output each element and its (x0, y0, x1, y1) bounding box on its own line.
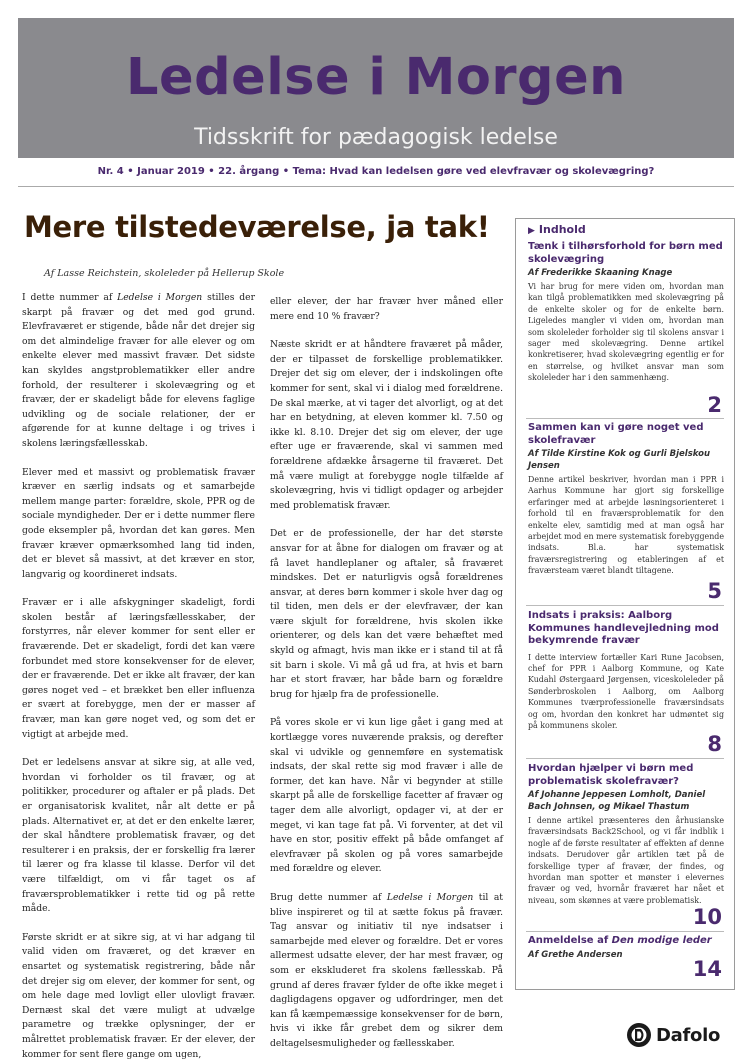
toc-divider (526, 418, 724, 419)
journal-subtitle: Tidsskrift for pædagogisk ledelse (194, 125, 558, 150)
publisher-logo (626, 1022, 720, 1048)
paragraph: Elever med et massivt og problematisk fravær kræver en særlig indsats og et samarbejde mellem mange parter: forældre, skole, PPR og de sociale myndigheder. Der er i dette nummer flere gode eksempler på, hvordan det kan gøres. Men fravær kræver opmærksomhed lang tid inden, det er blevet så massivt, at det kræver en stor, langvarig og koordineret indsats. (22, 466, 255, 580)
toc-item-author: Af Tilde Kirstine Kok og Gurli Bjelskou Jensen (528, 449, 711, 471)
toc-divider (526, 605, 724, 606)
toc-item-title: Tænk i tilhørsforhold for børn med skolevægring (528, 241, 723, 265)
toc-page-number: 2 (707, 393, 722, 417)
toc-item[interactable] (528, 422, 724, 577)
toc-page-number: 8 (707, 732, 722, 756)
toc-heading (516, 219, 734, 241)
toc-item-title-book: Den modige leder (611, 935, 712, 946)
toc-item[interactable] (528, 241, 724, 384)
toc-item-title: Hvordan hjælper vi børn med problematisk skolefravær? (528, 763, 694, 787)
toc-heading-label: Indhold (538, 223, 586, 236)
toc-item-description: I denne artikel præsenteres den århusianske fraværsindsats Back2School, og vi får indblik i nogle af de første resultater af effekten af denne indsats. Derudover går artiklen tæt på de forskellige typer af fravær, der findes, og hvordan man spotter et mønster i elevernes fravær og ved, hvornår fraværet har nået et niveau, som skønnes at være problematisk. (528, 816, 724, 905)
paragraph: På vores skole er vi kun lige gået i gang med at kortlægge vores nuværende praksis, og derefter skal vi udvikle og gennemføre en systematisk indsats, der skal rette sig mod fravær i alle de former, det kan have. Når vi begynder at stille skarpt på alle de forskellige facetter af fravær og tager dem alle alvorligt, opdager vi, at der er meget, vi kan tage fat på. Vi forventer, at det vil have en stor, positiv effekt på både omfanget af elevfravær på skolen og på vores samarbejde med forældre og elever. (270, 717, 503, 875)
paragraph: Første skridt er at sikre sig, at vi har adgang til valid viden om fraværet, og det kræver en ensartet og systematisk registrering, både når det drejer sig om elever, der kommer for sent, og om hele dage med lovligt eller ulovligt fravær. Dernæst skal det være muligt at udvælge parametre og trække oplysninger, der er målrettet problematisk fravær. Er der elever, der kommer for sent flere gange om ugen, (22, 931, 255, 1060)
paragraph: I dette nummer af Ledelse i Morgen stilles der skarpt på fravær og det med god grund. Elevfraværet er stigende, både når det drejer sig om det almindelige fravær for alle elever og om enkelte elever med massivt fravær. Det sidste kan skyldes angstproblematikker eller andre forhold, der resulterer i skolevægring og et fravær, der er skadeligt både for elevens faglige udvikling og de sociale relationer, der er afgørende for at kunne deltage i og trives i skolens læringsfællesskab. (22, 292, 255, 449)
paragraph: Fravær er i alle afskygninger skadeligt, fordi skolen består af læringsfællesskaber, der forstyrres, når elever kommer for sent eller er fraværende. Det er skadeligt, fordi det kan være forbundet med store konsekvenser for de elever, der er fraværende. Det er ikke alt fravær, der kan gøres noget ved – et brækket ben eller influenza er svært at forebygge, men der er masser af fravær, man kan gøre noget ved, og som det er vigtigt at arbejde med. (22, 597, 255, 740)
article-column-middle (270, 295, 503, 1049)
paragraph: eller elever, der har fravær hver måned eller mere end 10 % fravær? (270, 296, 503, 322)
toc-item-description: Vi har brug for mere viden om, hvordan man kan tilgå problematikken med skolevægring på de enkelte skoler og for de enkelte børn. Ligeledes mangler vi viden om, hvordan man som skoleleder forholder sig til skolens ansvar i sager med skolevægring. Denne artikel konkretiserer, hvad skolevægring egentlig er for en størrelse, og hvilket ansvar man som skoleleder har i den sammenhæng. (528, 282, 724, 383)
paragraph: Det er ledelsens ansvar at sikre sig, at alle ved, hvordan vi forholder os til fravær, og at politikker, procedurer og aftaler er på plads. Det er organisatorisk kvalitet, når alt dette er på plads. Alternativet er, at det er den enkelte lærer, der skal håndtere problematisk fravær, og det resulterer i en praksis, der er forskellig fra lærer til lærer og fra klasse til klasse. Derfor vil det være tilfældigt, om vi får taget os af fraværsproblematikker i rette tid og på rette måde. (22, 757, 255, 915)
toc-divider (526, 931, 724, 932)
issue-line: Nr. 4 • Januar 2019 • 22. årgang • Tema: Hvad kan ledelsen gøre ved elevfravær og skolevægring? (97, 166, 655, 177)
article-byline: Af Lasse Reichstein, skoleleder på Hellerup Skole (44, 268, 285, 279)
table-of-contents (515, 218, 735, 990)
article-column-left (22, 291, 255, 1060)
toc-item-title (528, 935, 724, 948)
toc-page-number: 10 (692, 905, 722, 929)
toc-page-number: 5 (707, 579, 722, 603)
article-title: Mere tilstedeværelse, ja tak! (24, 210, 490, 244)
issue-divider (18, 186, 734, 187)
paragraph: Næste skridt er at håndtere fraværet på måder, der er tilpasset de forskellige problematikker. Drejer det sig om elever, der i indskolingen ofte kommer for sent, skal vi i dialog med forældrene. De skal mærke, at vi tager det alvorligt, og at det har en betydning, at eleven kommer kl. 7.50 og ikke kl. 8.10. Drejer det sig om elever, der uge efter uge er fraværende, skal vi sammen med forældrene afdække årsagerne til fraværet. Det må være muligt at forebygge nogle tilfælde af skolevægring, hvis vi tidligt opdager og arbejder med problematisk fravær. (270, 339, 503, 511)
toc-item-description: Denne artikel beskriver, hvordan man i PPR i Aarhus Kommune har gjort sig forskellige erfaringer med at arbejde løsningsorienteret i forhold til en fraværsproblematik for den enkelte elev, samtidig med at man også har arbejdet mod en mere systematisk forebyggende indsats. Bl.a. har systematisk fraværsregistrering og etableringen af et fraværsteam været blandt tiltagene. (528, 475, 725, 576)
toc-divider (526, 758, 724, 759)
journal-title: Ledelse i Morgen (126, 48, 626, 107)
publisher-name: Dafolo (656, 1024, 721, 1046)
toc-item-description: I dette interview fortæller Kari Rune Jacobsen, chef for PPR i Aalborg Kommune, og Kate Kudahl Østergaard Jørgensen, viceskoleleder på Sønderbroskolen i Aalborg, om Aalborg Kommunes tværprofessionelle fraværsindsats og om, hvordan den konkret har udmøntet sig på kommunens skoler. (528, 652, 724, 730)
triangle-right-icon: ▶ (528, 226, 535, 236)
toc-item-author: Af Johanne Jeppesen Lomholt, Daniel Bach Johnsen, og Mikael Thastum (528, 790, 706, 812)
masthead (18, 18, 734, 158)
toc-item-title: Indsats i praksis: Aalborg Kommunes handlevejledning mod bekymrende fravær (528, 610, 719, 646)
paragraph: Det er de professionelle, der har det største ansvar for at åbne for dialogen om fravær og at få lavet handleplaner og aftaler, så fraværet mindskes. Det er naturligvis også forældrenes ansvar, at deres børn kommer i skole hver dag og til tiden, men dels er der elevfravær, der kan være skjult for forældrene, hvis skolen ikke orienterer, og dels kan det være behæftet med skyld og afmagt, hvis man ikke er i stand til at få sit barn i skole. Vi må gå ud fra, at hvis et barn har et stort fravær, har både barn og forældre brug for hjælp fra de professionelle. (270, 528, 503, 700)
toc-item-title: Sammen kan vi gøre noget ved skolefravær (528, 422, 704, 446)
toc-page-number: 14 (692, 957, 722, 981)
toc-item-author: Af Grethe Andersen (528, 949, 623, 960)
paragraph: Brug dette nummer af Ledelse i Morgen til at blive inspireret og til at sætte fokus på fravær. Tag ansvar og initiativ til nye indsatser i samarbejde med elever og forældre. Det er vores allermest udsatte elever, der har mest fravær, og som er ekskluderet fra skolens fællesskab. På grund af deres fravær fylder de ofte ikke meget i dagligdagens opgaver og udfordringer, men det kan få kæmpemæssige konsekvenser for de børn, hvis vi ikke får grebet dem og sikrer dem deltagelsesmuligheder og fællesskaber. (270, 891, 503, 1049)
toc-item-author: Af Frederikke Skaaning Knage (528, 268, 673, 278)
toc-item[interactable] (528, 763, 724, 906)
dafolo-logo-icon (626, 1022, 652, 1048)
toc-item-title-prefix: Anmeldelse af (528, 935, 612, 946)
toc-item[interactable] (528, 610, 724, 731)
